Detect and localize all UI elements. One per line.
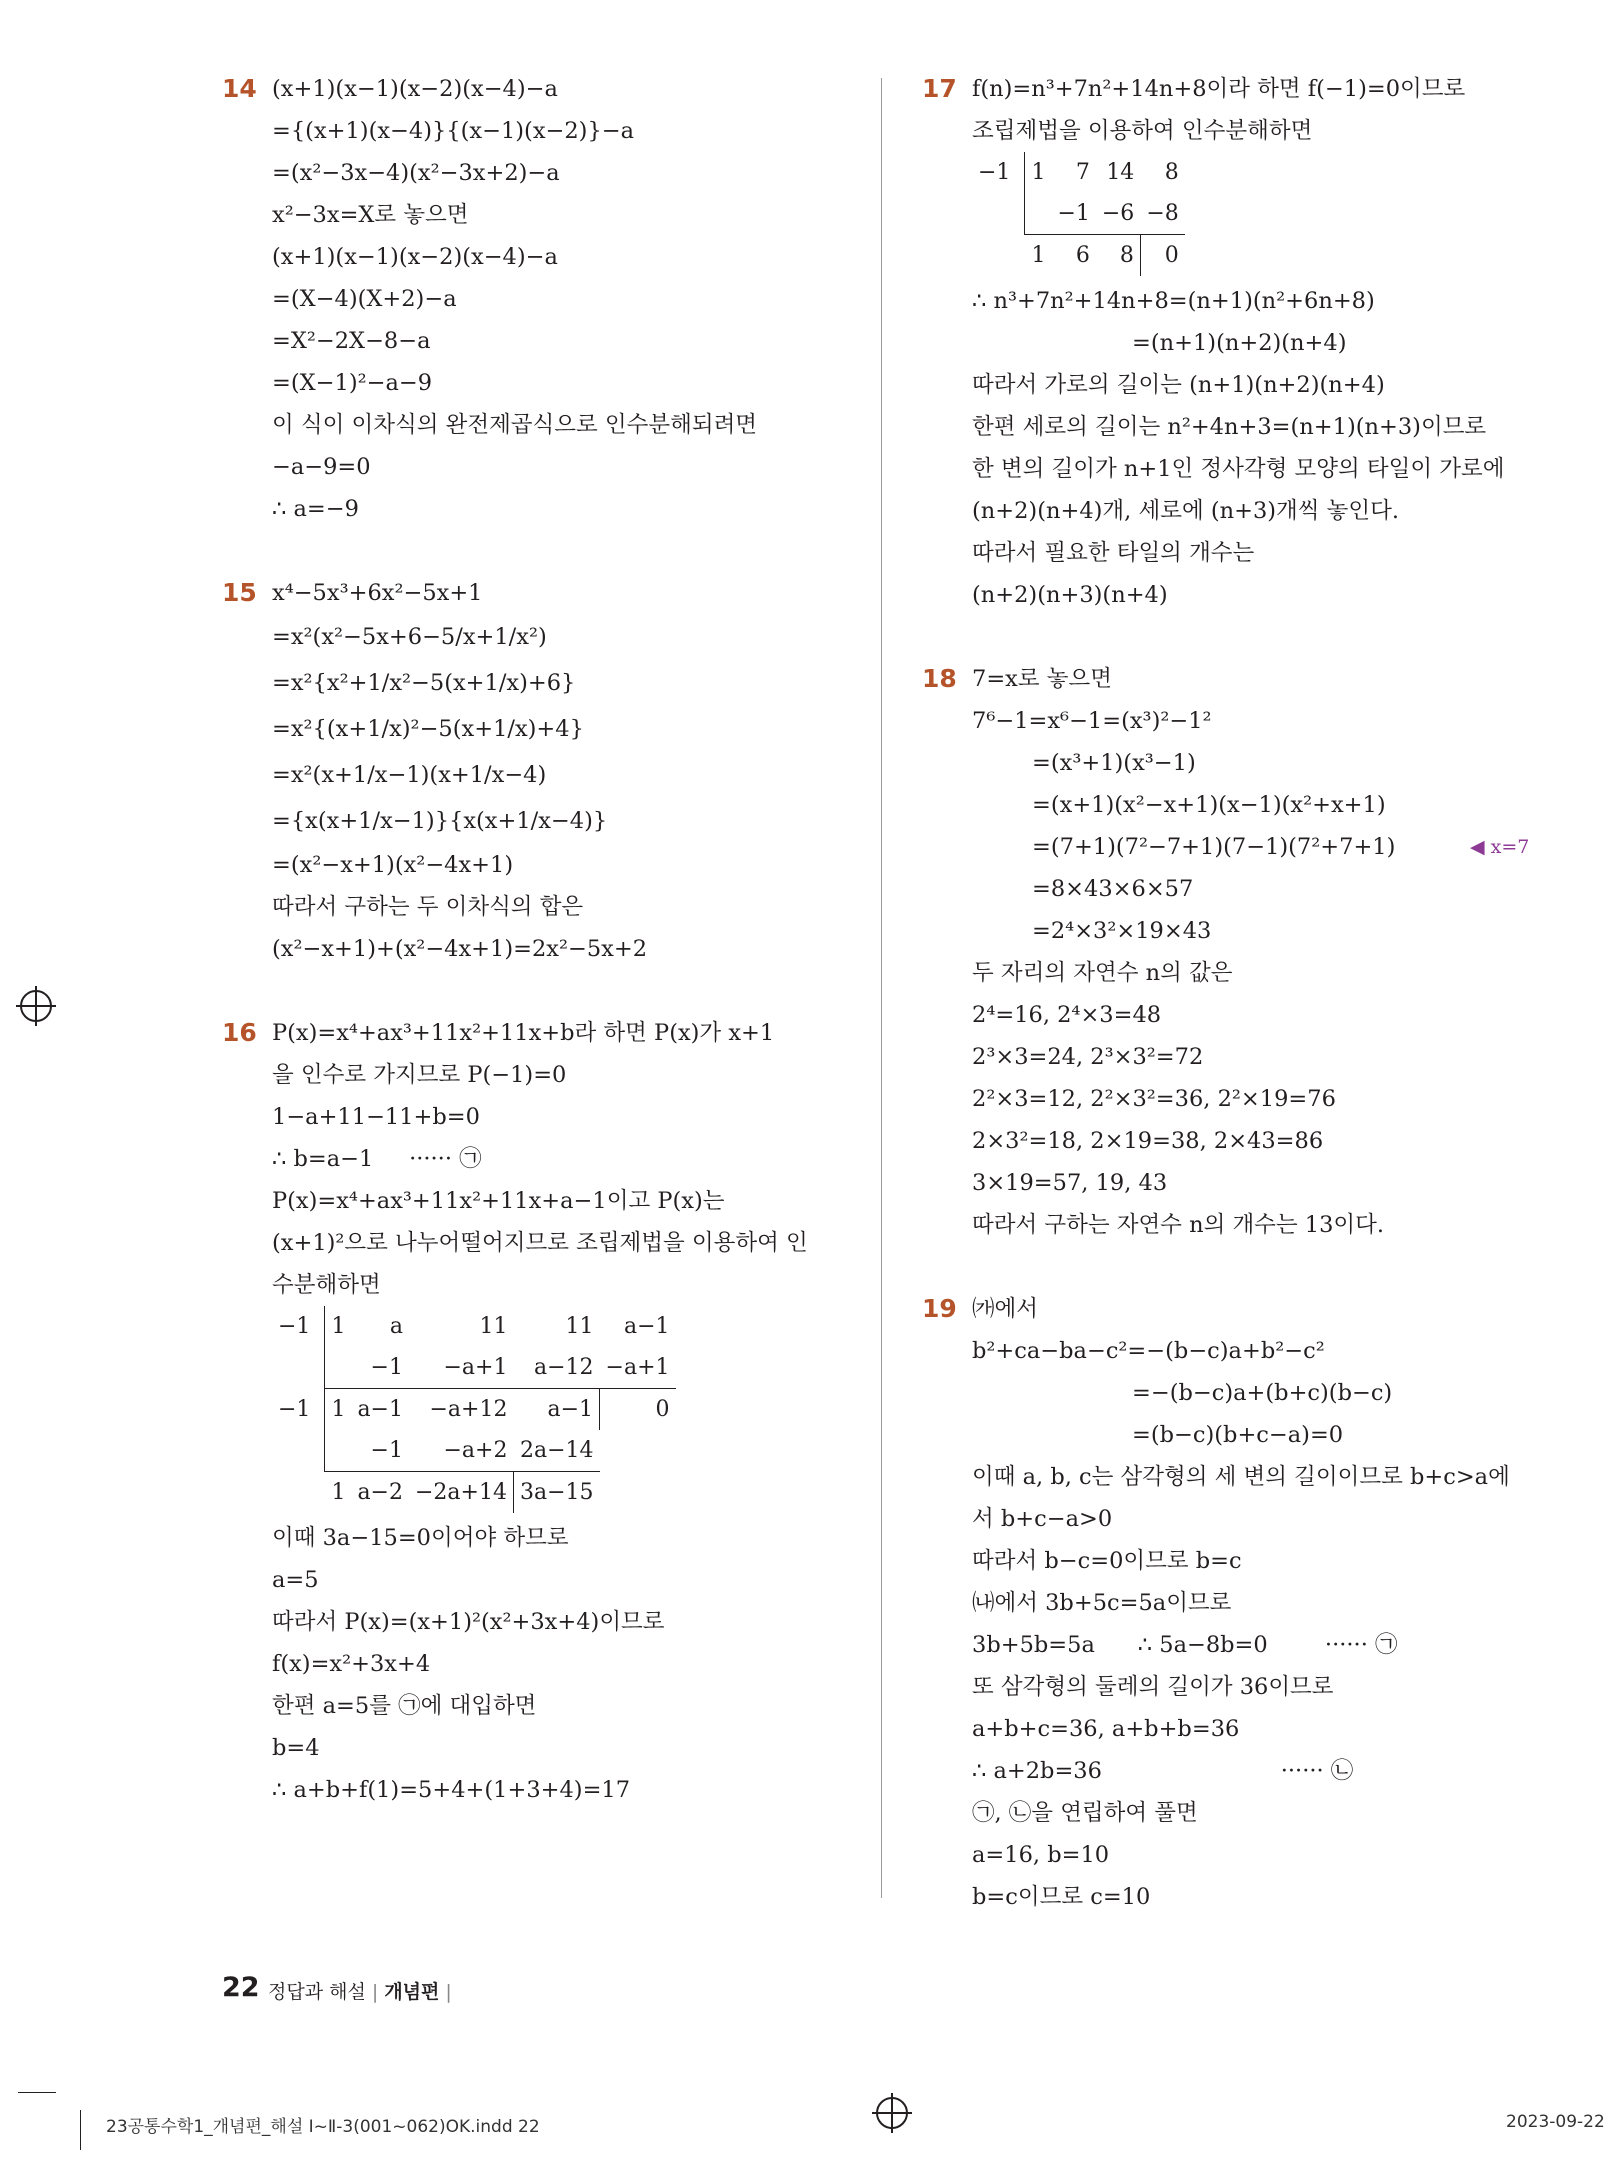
solution-line: 7⁶−1=x⁶−1=(x³)²−1² — [972, 708, 1212, 734]
solution-line: =x²{x²+1/x²−5(x+1/x)+6} — [272, 670, 576, 696]
footer-label — [268, 1977, 452, 2004]
solution-line: 2²×3=12, 2²×3²=36, 2²×19=76 — [972, 1086, 1336, 1112]
problem-number: 17 — [922, 74, 957, 103]
solution-line: 한 변의 길이가 n+1인 정사각형 모양의 타일이 가로에 — [972, 456, 1505, 482]
problem-15 — [222, 572, 862, 970]
synth-cell: a−1 — [351, 1389, 409, 1431]
print-slug-file: 23공통수학1_개념편_해설 Ⅰ~Ⅱ-3(001~062)OK.indd 22 — [106, 2117, 540, 2137]
solution-line: 이때 a, b, c는 삼각형의 세 변의 길이이므로 b+c>a에 — [972, 1464, 1510, 1490]
synth-cell: a−12 — [533, 1355, 594, 1380]
synth-cell: −1 — [1057, 201, 1090, 226]
synth-cell: 7 — [1075, 160, 1090, 185]
synth-cell: −a+2 — [443, 1438, 508, 1463]
page-number: 22 — [222, 1972, 260, 2003]
solution-line: =x²(x+1/x−1)(x+1/x−4) — [272, 762, 547, 788]
solution-line: 이 식이 이차식의 완전제곱식으로 인수분해되려면 — [272, 412, 758, 438]
solution-line: 이때 3a−15=0이어야 하므로 — [272, 1525, 569, 1551]
solution-line: 1−a+11−11+b=0 — [272, 1104, 480, 1130]
solution-line: ∴ n³+7n²+14n+8=(n+1)(n²+6n+8) — [972, 288, 1375, 314]
synth-root: −1 — [278, 1314, 311, 1339]
solution-line: ∴ a=−9 — [272, 496, 359, 522]
solution-line: 따라서 가로의 길이는 (n+1)(n+2)(n+4) — [972, 372, 1385, 398]
solution-line: (n+2)(n+4)개, 세로에 (n+3)개씩 놓인다. — [972, 498, 1400, 524]
synth-remainder: 0 — [1140, 235, 1184, 277]
solution-line: 7=x로 놓으면 — [972, 666, 1112, 692]
synth-cell: −1 — [370, 1438, 403, 1463]
solution-line: =(x²−3x−4)(x²−3x+2)−a — [272, 160, 560, 186]
problem-number: 15 — [222, 578, 257, 607]
synth-cell: 1 — [325, 1472, 352, 1514]
solution-line: =(x³+1)(x³−1) — [1032, 750, 1196, 776]
synth-cell: −a+12 — [409, 1389, 513, 1431]
solution-line: P(x)=x⁴+ax³+11x²+11x+a−1이고 P(x)는 — [272, 1188, 725, 1214]
solution-line: 두 자리의 자연수 n의 값은 — [972, 960, 1233, 986]
solution-line: (x²−x+1)+(x²−4x+1)=2x²−5x+2 — [272, 936, 648, 962]
synth-cell: 8 — [1096, 235, 1140, 277]
solution-line: 서 b+c−a>0 — [972, 1506, 1113, 1532]
solution-line: =(n+1)(n+2)(n+4) — [1132, 330, 1347, 356]
synth-cell: −1 — [370, 1355, 403, 1380]
synth-cell: −6 — [1101, 201, 1135, 226]
footer-section: 정답과 해설 — [268, 1981, 366, 2003]
solution-line: b²+ca−ba−c²=−(b−c)a+b²−c² — [972, 1338, 1325, 1364]
footer-separator: | — [445, 1981, 452, 2003]
solution-line: 한편 세로의 길이는 n²+4n+3=(n+1)(n+3)이므로 — [972, 414, 1487, 440]
synth-cell: −a+1 — [605, 1355, 670, 1380]
synthetic-division-table — [272, 1306, 676, 1513]
synth-cell: 6 — [1051, 235, 1095, 277]
problem-17 — [922, 68, 1562, 616]
solution-line: =x²(x²−5x+6−5/x+1/x²) — [272, 624, 547, 650]
solution-line: 2³×3=24, 2³×3²=72 — [972, 1044, 1204, 1070]
print-slug-date: 2023-09-22 — [1506, 2112, 1605, 2132]
solution-line: x⁴−5x³+6x²−5x+1 — [272, 580, 483, 606]
solution-line: x²−3x=X로 놓으면 — [272, 202, 469, 228]
solution-line: a=5 — [272, 1567, 319, 1593]
solution-line: 2×3²=18, 2×19=38, 2×43=86 — [972, 1128, 1324, 1154]
solution-line: ㈏에서 3b+5c=5a이므로 — [972, 1590, 1232, 1616]
right-column — [922, 68, 1562, 1918]
solution-line: 2⁴=16, 2⁴×3=48 — [972, 1002, 1162, 1028]
synthetic-division-table — [972, 152, 1185, 276]
solution-line: =(x+1)(x²−x+1)(x−1)(x²+x+1) — [1032, 792, 1386, 818]
solution-line: 또 삼각형의 둘레의 길이가 36이므로 — [972, 1674, 1334, 1700]
solution-line: 을 인수로 가지므로 P(−1)=0 — [272, 1062, 567, 1088]
solution-line: 따라서 b−c=0이므로 b=c — [972, 1548, 1242, 1574]
solution-line: a=16, b=10 — [972, 1842, 1110, 1868]
synth-cell: 1 — [1025, 235, 1052, 277]
solution-line: 조립제법을 이용하여 인수분해하면 — [972, 118, 1313, 144]
solution-text: =(7+1)(7²−7+1)(7−1)(7²+7+1) — [1032, 834, 1396, 860]
solution-line: =(x²−x+1)(x²−4x+1) — [272, 852, 514, 878]
solution-line: (n+2)(n+3)(n+4) — [972, 582, 1168, 608]
solution-line: =X²−2X−8−a — [272, 328, 431, 354]
synth-root: −1 — [278, 1396, 311, 1422]
synth-cell: −8 — [1146, 201, 1179, 226]
synth-cell: a−1 — [623, 1314, 670, 1339]
footer-subsection: 개념편 — [384, 1981, 440, 2003]
synth-cell: 1 — [325, 1389, 352, 1431]
solution-line: =(X−4)(X+2)−a — [272, 286, 457, 312]
synth-cell: 2a−14 — [519, 1438, 594, 1463]
side-note: ◀ x=7 — [1470, 836, 1530, 858]
solution-line: P(x)=x⁴+ax³+11x²+11x+b라 하면 P(x)가 x+1 — [272, 1020, 775, 1046]
problem-16 — [222, 1012, 862, 1811]
left-column — [222, 68, 862, 1811]
solution-line: =(b−c)(b+c−a)=0 — [1132, 1422, 1344, 1448]
solution-line: b=c이므로 c=10 — [972, 1884, 1151, 1910]
solution-line: =x²{(x+1/x)²−5(x+1/x)+4} — [272, 716, 584, 742]
solution-line: (x+1)(x−1)(x−2)(x−4)−a — [272, 76, 558, 102]
problem-number: 18 — [922, 664, 957, 693]
solution-line: =2⁴×3²×19×43 — [1032, 918, 1212, 944]
crop-mark — [18, 2092, 56, 2093]
registration-mark-icon — [20, 990, 52, 1022]
solution-line: ㈎에서 — [972, 1296, 1038, 1322]
synth-cell: −2a+14 — [409, 1472, 513, 1514]
synth-cell: 1 — [325, 1306, 352, 1347]
solution-line: f(x)=x²+3x+4 — [272, 1651, 431, 1677]
problem-number: 19 — [922, 1294, 957, 1323]
synth-cell: 11 — [479, 1314, 508, 1339]
synth-remainder: 0 — [600, 1389, 676, 1431]
synth-cell: a−2 — [351, 1472, 409, 1514]
problem-number: 16 — [222, 1018, 257, 1047]
synth-root: −1 — [978, 160, 1011, 185]
solution-line: 3b+5b=5a ∴ 5a−8b=0 ······ ㉠ — [972, 1632, 1398, 1658]
solution-line: 한편 a=5를 ㉠에 대입하면 — [272, 1693, 537, 1719]
column-divider — [881, 78, 882, 1898]
footer-separator: | — [371, 1981, 379, 2003]
problem-18 — [922, 658, 1562, 1246]
solution-line: ={(x+1)(x−4)}{(x−1)(x−2)}−a — [272, 118, 635, 144]
solution-line: 따라서 필요한 타일의 개수는 — [972, 540, 1255, 566]
problem-19 — [922, 1288, 1562, 1918]
synth-cell: 11 — [565, 1314, 594, 1339]
solution-line: a+b+c=36, a+b+b=36 — [972, 1716, 1240, 1742]
solution-line: =−(b−c)a+(b+c)(b−c) — [1132, 1380, 1393, 1406]
solution-line: −a−9=0 — [272, 454, 371, 480]
problem-14 — [222, 68, 862, 530]
solution-line: f(n)=n³+7n²+14n+8이라 하면 f(−1)=0이므로 — [972, 76, 1466, 102]
synth-cell: −a+1 — [443, 1355, 508, 1380]
synth-cell: 14 — [1106, 160, 1135, 185]
solution-line: b=4 — [272, 1735, 320, 1761]
solution-line: ∴ a+2b=36 ······ ㉡ — [972, 1758, 1354, 1784]
solution-line: 따라서 구하는 자연수 n의 개수는 13이다. — [972, 1212, 1385, 1238]
synth-cell: a−1 — [513, 1389, 599, 1431]
solution-line: 따라서 P(x)=(x+1)²(x²+3x+4)이므로 — [272, 1609, 665, 1635]
solution-line: =8×43×6×57 — [1032, 876, 1194, 902]
synth-cell: 1 — [1025, 152, 1052, 193]
solution-line — [972, 826, 1562, 868]
solution-line: 따라서 구하는 두 이차식의 합은 — [272, 894, 584, 920]
crop-mark — [80, 2110, 81, 2150]
solution-line: ∴ a+b+f(1)=5+4+(1+3+4)=17 — [272, 1777, 631, 1803]
solution-line: (x+1)²으로 나누어떨어지므로 조립제법을 이용하여 인 — [272, 1230, 808, 1256]
registration-mark-icon — [876, 2097, 908, 2129]
solution-line: 3×19=57, 19, 43 — [972, 1170, 1168, 1196]
solution-line: ㉠, ㉡을 연립하여 풀면 — [972, 1800, 1198, 1826]
solution-line: ={x(x+1/x−1)}{x(x+1/x−4)} — [272, 808, 608, 834]
solution-line: =(X−1)²−a−9 — [272, 370, 433, 396]
synth-cell: 8 — [1164, 160, 1179, 185]
synth-cell: a — [389, 1314, 403, 1339]
solution-line: ∴ b=a−1 ······ ㉠ — [272, 1146, 482, 1172]
synth-remainder: 3a−15 — [513, 1472, 599, 1514]
solution-line: (x+1)(x−1)(x−2)(x−4)−a — [272, 244, 558, 270]
solution-line: 수분해하면 — [272, 1272, 381, 1298]
problem-number: 14 — [222, 74, 257, 103]
